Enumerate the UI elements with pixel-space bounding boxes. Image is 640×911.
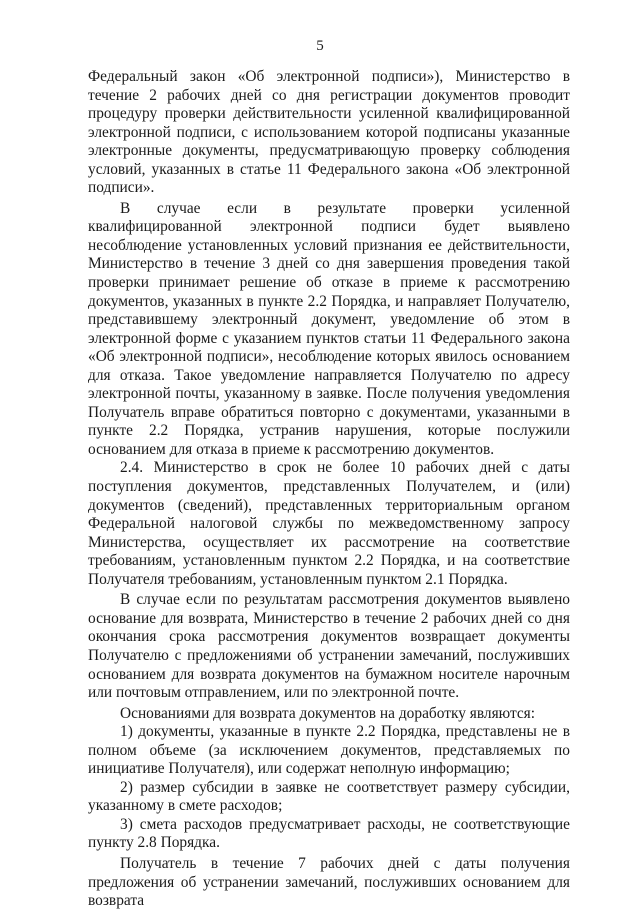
paragraph-5: Основаниями для возврата документов на доработку являются:: [120, 704, 536, 722]
list-item-1: 1) документы, указанные в пункте 2.2 Порядка, представлены не в полном объеме (за исключением документов, представляемых по инициативе Получателя), или содержат неполную информацию;: [88, 723, 570, 778]
paragraph-6: Получатель в течение 7 рабочих дней с даты получения предложения об устранении замечаний, послуживших основанием для возврата: [88, 854, 570, 910]
paragraph-1: Федеральный закон «Об электронной подписи»), Министерство в течение 2 рабочих дней со дня регистрации документов проводит процедуру проверки действительности усиленной квалифицированной электронной подписи, с использованием которой подписаны указанные электронные документы, предусматривающую проверку соблюдения условий, указанных в статье 11 Федерального закона «Об электронной подписи».: [88, 68, 570, 197]
document-body: [88, 68, 570, 911]
paragraph-2: В случае если в результате проверки усиленной квалифицированной электронной подписи будет выявлено несоблюдение установленных условий признания ее действительности, Министерство в течение 3 дней со дня завершения проведения такой проверки принимает решение об отказе в приеме к рассмотрению документов, указанных в пункте 2.2 Порядка, и направляет Получателю, представившему электронный документ, уведомление об этом в электронной форме с указанием пунктов статьи 11 Федерального закона «Об электронной подписи», несоблюдение которых явилось основанием для отказа. Такое уведомление направляется Получателю по адресу электронной почты, указанному в заявке. После получения уведомления Получатель вправе обратиться повторно с документами, указанными в пункте 2.2 Порядка, устранив нарушения, которые послужили основанием для отказа в приеме к рассмотрению документов.: [88, 199, 570, 458]
paragraph-3: 2.4. Министерство в срок не более 10 рабочих дней с даты поступления документов, представленных Получателем, и (или) документов (сведений), представленных территориальным органом Федеральной налоговой службы по межведомственному запросу Министерства, осуществляет их рассмотрение на соответствие требованиям, установленным пунктом 2.2 Порядка, и на соответствие Получателя требованиям, установленным пунктом 2.1 Порядка.: [88, 459, 570, 588]
list-item-2: 2) размер субсидии в заявке не соответствует размеру субсидии, указанному в смете расходов;: [88, 778, 570, 815]
page-number: 5: [316, 38, 324, 54]
paragraph-4: В случае если по результатам рассмотрения документов выявлено основание для возврата, Министерство в течение 2 рабочих дней со дня окончания срока рассмотрения документов возвращает документы Получателю с предложениями об устранении замечаний, послуживших основанием для возврата документов на бумажном носителе нарочным или почтовым отправлением, или по электронной почте.: [88, 591, 570, 702]
list-item-3: 3) смета расходов предусматривает расходы, не соответствующие пункту 2.8 Порядка.: [88, 815, 570, 852]
